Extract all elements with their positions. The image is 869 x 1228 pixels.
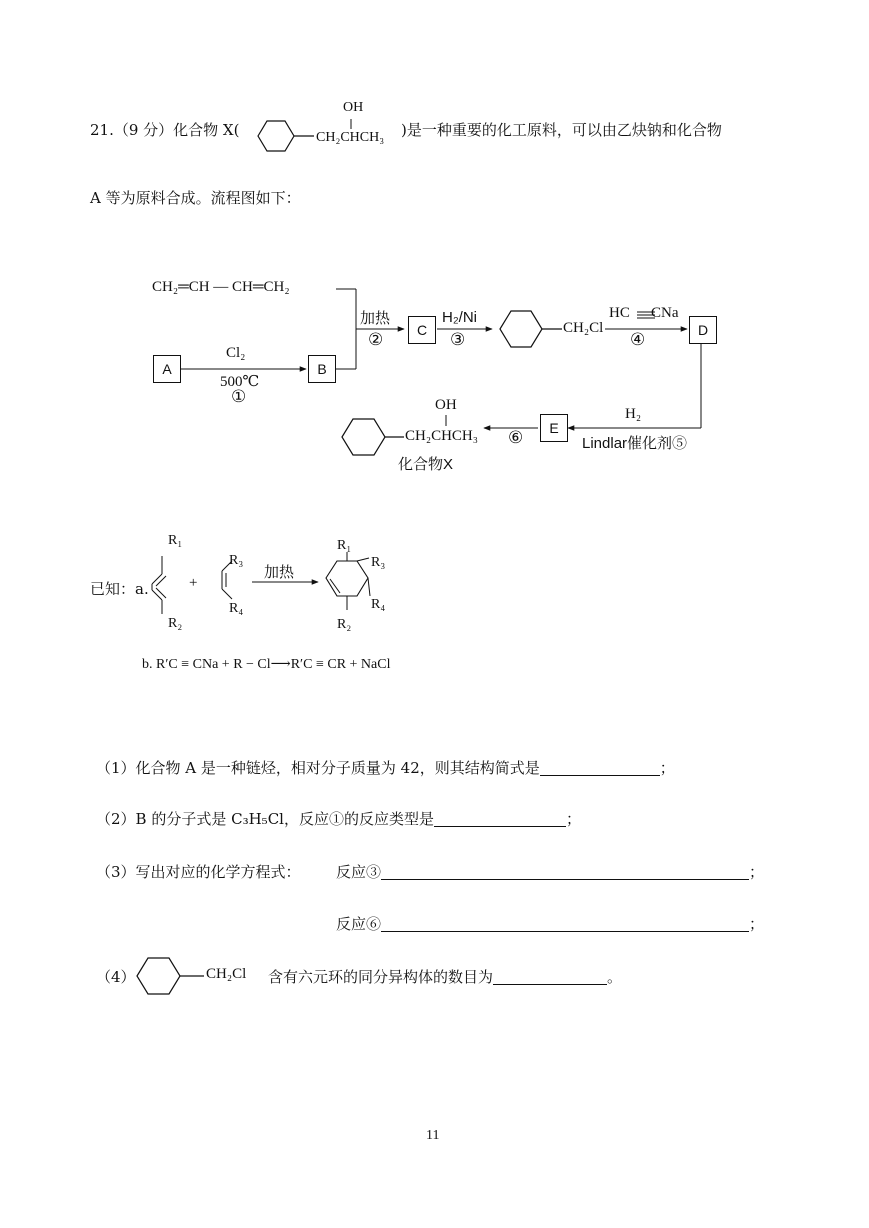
q3-r6-answer-blank[interactable]: [381, 915, 749, 932]
q4-prefix: （4）: [96, 968, 136, 986]
da-prod-r1: R₁: [337, 538, 352, 553]
intro-suffix: )是一种重要的化工原料，可以由乙炔钠和化合物: [401, 121, 722, 139]
da-prod-r4: R₄: [371, 597, 386, 612]
box-b: B: [308, 355, 336, 383]
q4-cyclohexane-structure: [134, 953, 214, 999]
q4: [268, 966, 622, 987]
q1: [96, 757, 675, 778]
intro-prefix: 21.（9 分）化合物 X(: [90, 121, 240, 139]
q3-reaction6: [336, 913, 764, 934]
reagent-h2: H₂: [625, 406, 642, 422]
q3-r3-answer-blank[interactable]: [381, 863, 749, 880]
diene-formula: CH₂═CH — CH═CH₂: [152, 279, 290, 295]
reagent-h2-ni: H₂/Ni: [442, 309, 477, 326]
q3-r3-label: 反应③: [336, 863, 382, 881]
q2: [96, 808, 581, 829]
q2-semi: ；: [565, 810, 581, 828]
q2-answer-blank[interactable]: [434, 810, 566, 827]
step-6: ⑥: [508, 428, 524, 447]
step-2: ②: [368, 330, 384, 349]
step-3: ③: [450, 330, 466, 349]
lindlar-catalyst: Lindlar催化剂⑤: [582, 435, 688, 452]
box-a: A: [153, 355, 181, 383]
step-1: ①: [231, 387, 247, 406]
da-r1: R₁: [168, 533, 183, 548]
inline-chain: CH₂CHCH₃: [316, 130, 385, 145]
q1-text: （1）化合物 A 是一种链烃，相对分子质量为 42，则其结构简式是: [96, 759, 540, 777]
da-r2: R₂: [168, 616, 183, 631]
condition-heat: 加热: [360, 309, 391, 327]
reagent-cl2: Cl₂: [226, 345, 246, 361]
da-prod-r3: R₃: [371, 555, 386, 570]
q3-r6-semi: ；: [749, 915, 765, 933]
da-r3: R₃: [229, 553, 244, 568]
page-number: 11: [426, 1128, 440, 1143]
inline-oh: OH: [343, 100, 364, 115]
q3-r6-label: 反应⑥: [336, 915, 382, 933]
q4-period: 。: [607, 968, 623, 986]
da-prod-r2: R₂: [337, 617, 352, 632]
q1-semi: ；: [659, 759, 675, 777]
q4-answer-blank[interactable]: [493, 968, 607, 985]
question-intro-line2: A 等为原料合成。流程图如下：: [90, 189, 301, 207]
chloride-ch2cl: CH₂Cl: [563, 320, 604, 336]
scheme-lines: [0, 0, 869, 500]
known-b-equation: b. R′C ≡ CNa + R − Cl⟶R′C ≡ CR + NaCl: [142, 657, 391, 672]
q3: （3）写出对应的化学方程式：: [96, 863, 301, 881]
da-heat: 加热: [264, 563, 295, 581]
q2-text: （2）B 的分子式是 C₃H₅Cl，反应①的反应类型是: [96, 810, 434, 828]
box-c: C: [408, 316, 436, 344]
x-oh: OH: [435, 397, 457, 413]
da-r4: R₄: [229, 601, 244, 616]
q4-text: 含有六元环的同分异构体的数目为: [268, 968, 494, 986]
box-d: D: [689, 316, 717, 344]
box-e: E: [540, 414, 568, 442]
q1-answer-blank[interactable]: [540, 759, 660, 776]
condition-temp: 500℃: [220, 374, 260, 390]
compound-x-label: 化合物X: [398, 456, 454, 473]
known-label: 已知：a.: [90, 580, 149, 598]
reagent-acetylide: HC CNa: [609, 305, 679, 321]
q3-r3-semi: ；: [749, 863, 765, 881]
q4-ch2cl: CH₂Cl: [206, 966, 247, 982]
x-chain: CH₂CHCH₃: [405, 428, 478, 444]
da-plus: +: [189, 575, 198, 591]
step-4: ④: [630, 330, 646, 349]
q3-reaction3: [336, 861, 764, 882]
